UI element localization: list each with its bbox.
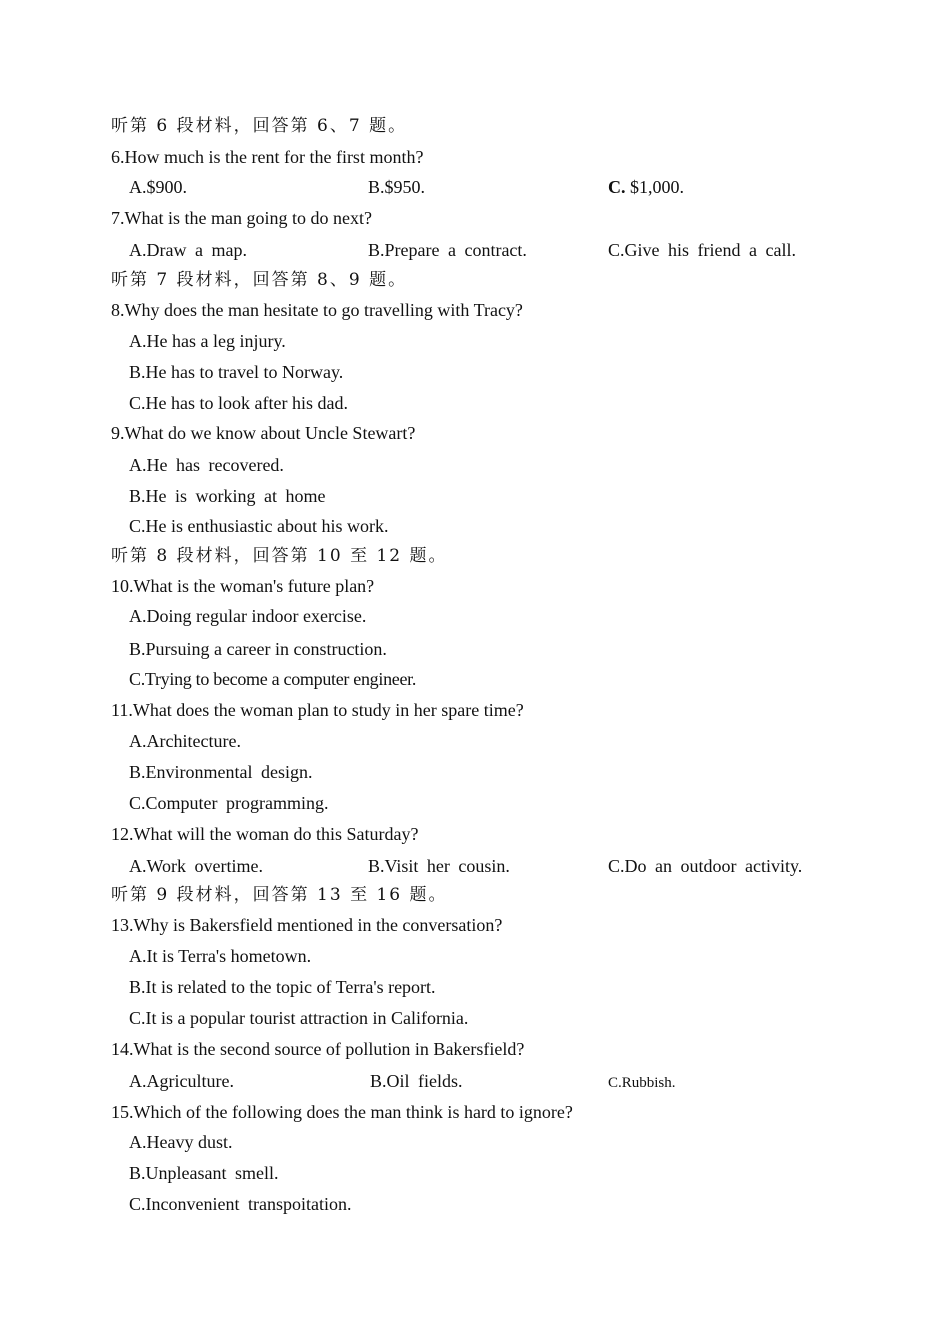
section-6-heading: 听第 6 段材料，回答第 6、7 题。 — [111, 116, 408, 136]
question-6-option-a: A.$900. — [129, 177, 187, 197]
question-11-option-c: C.Computer programming. — [129, 793, 329, 813]
question-12-stem: 12.What will the woman do this Saturday? — [111, 824, 419, 844]
question-10-option-c: C.Trying to become a computer engineer. — [129, 669, 417, 689]
question-9-option-c: C.He is enthusiastic about his work. — [129, 516, 389, 536]
option-text: $1,000. — [625, 177, 684, 197]
question-8-option-a: A.He has a leg injury. — [129, 331, 286, 351]
question-12-option-a: A.Work overtime. — [129, 856, 264, 876]
question-7-option-c: C.Give his friend a call. — [608, 240, 796, 260]
question-10-option-b: B.Pursuing a career in construction. — [129, 639, 387, 659]
question-13-option-c: C.It is a popular tourist attraction in California. — [129, 1008, 469, 1028]
question-15-option-a: A.Heavy dust. — [129, 1132, 233, 1152]
question-6-stem: 6.How much is the rent for the first month? — [111, 147, 424, 167]
question-7-stem: 7.What is the man going to do next? — [111, 208, 372, 228]
question-11-stem: 11.What does the woman plan to study in her spare time? — [111, 700, 524, 720]
question-8-option-c: C.He has to look after his dad. — [129, 393, 348, 413]
question-6-option-b: B.$950. — [368, 177, 426, 197]
option-letter: C. — [608, 177, 626, 197]
section-8-heading: 听第 8 段材料，回答第 10 至 12 题。 — [111, 546, 448, 566]
question-15-option-b: B.Unpleasant smell. — [129, 1163, 279, 1183]
question-8-stem: 8.Why does the man hesitate to go travelling with Tracy? — [111, 300, 523, 320]
question-9-stem: 9.What do we know about Uncle Stewart? — [111, 423, 416, 443]
question-7-option-a: A.Draw a map. — [129, 240, 247, 260]
question-14-option-b: B.Oil fields. — [370, 1071, 463, 1091]
question-7-option-b: B.Prepare a contract. — [368, 240, 527, 260]
question-11-option-a: A.Architecture. — [129, 731, 241, 751]
question-12-option-b: B.Visit her cousin. — [368, 856, 510, 876]
question-10-option-a: A.Doing regular indoor exercise. — [129, 606, 367, 626]
question-15-option-c: C.Inconvenient transpoitation. — [129, 1194, 352, 1214]
question-9-option-b: B.He is working at home — [129, 486, 326, 506]
question-14-stem: 14.What is the second source of pollution in Bakersfield? — [111, 1039, 525, 1059]
question-13-option-a: A.It is Terra's hometown. — [129, 946, 312, 966]
question-8-option-b: B.He has to travel to Norway. — [129, 362, 344, 382]
question-15-stem: 15.Which of the following does the man think is hard to ignore? — [111, 1102, 573, 1122]
section-9-heading: 听第 9 段材料，回答第 13 至 16 题。 — [111, 885, 448, 905]
question-12-option-c: C.Do an outdoor activity. — [608, 856, 803, 876]
question-11-option-b: B.Environmental design. — [129, 762, 313, 782]
question-9-option-a: A.He has recovered. — [129, 455, 284, 475]
question-10-stem: 10.What is the woman's future plan? — [111, 576, 375, 596]
question-13-stem: 13.Why is Bakersfield mentioned in the conversation? — [111, 915, 503, 935]
question-14-option-c: C.Rubbish. — [608, 1075, 676, 1091]
question-14-option-a: A.Agriculture. — [129, 1071, 234, 1091]
question-13-option-b: B.It is related to the topic of Terra's report. — [129, 977, 436, 997]
question-6-option-c — [608, 176, 684, 198]
section-7-heading: 听第 7 段材料，回答第 8、9 题。 — [111, 270, 408, 290]
